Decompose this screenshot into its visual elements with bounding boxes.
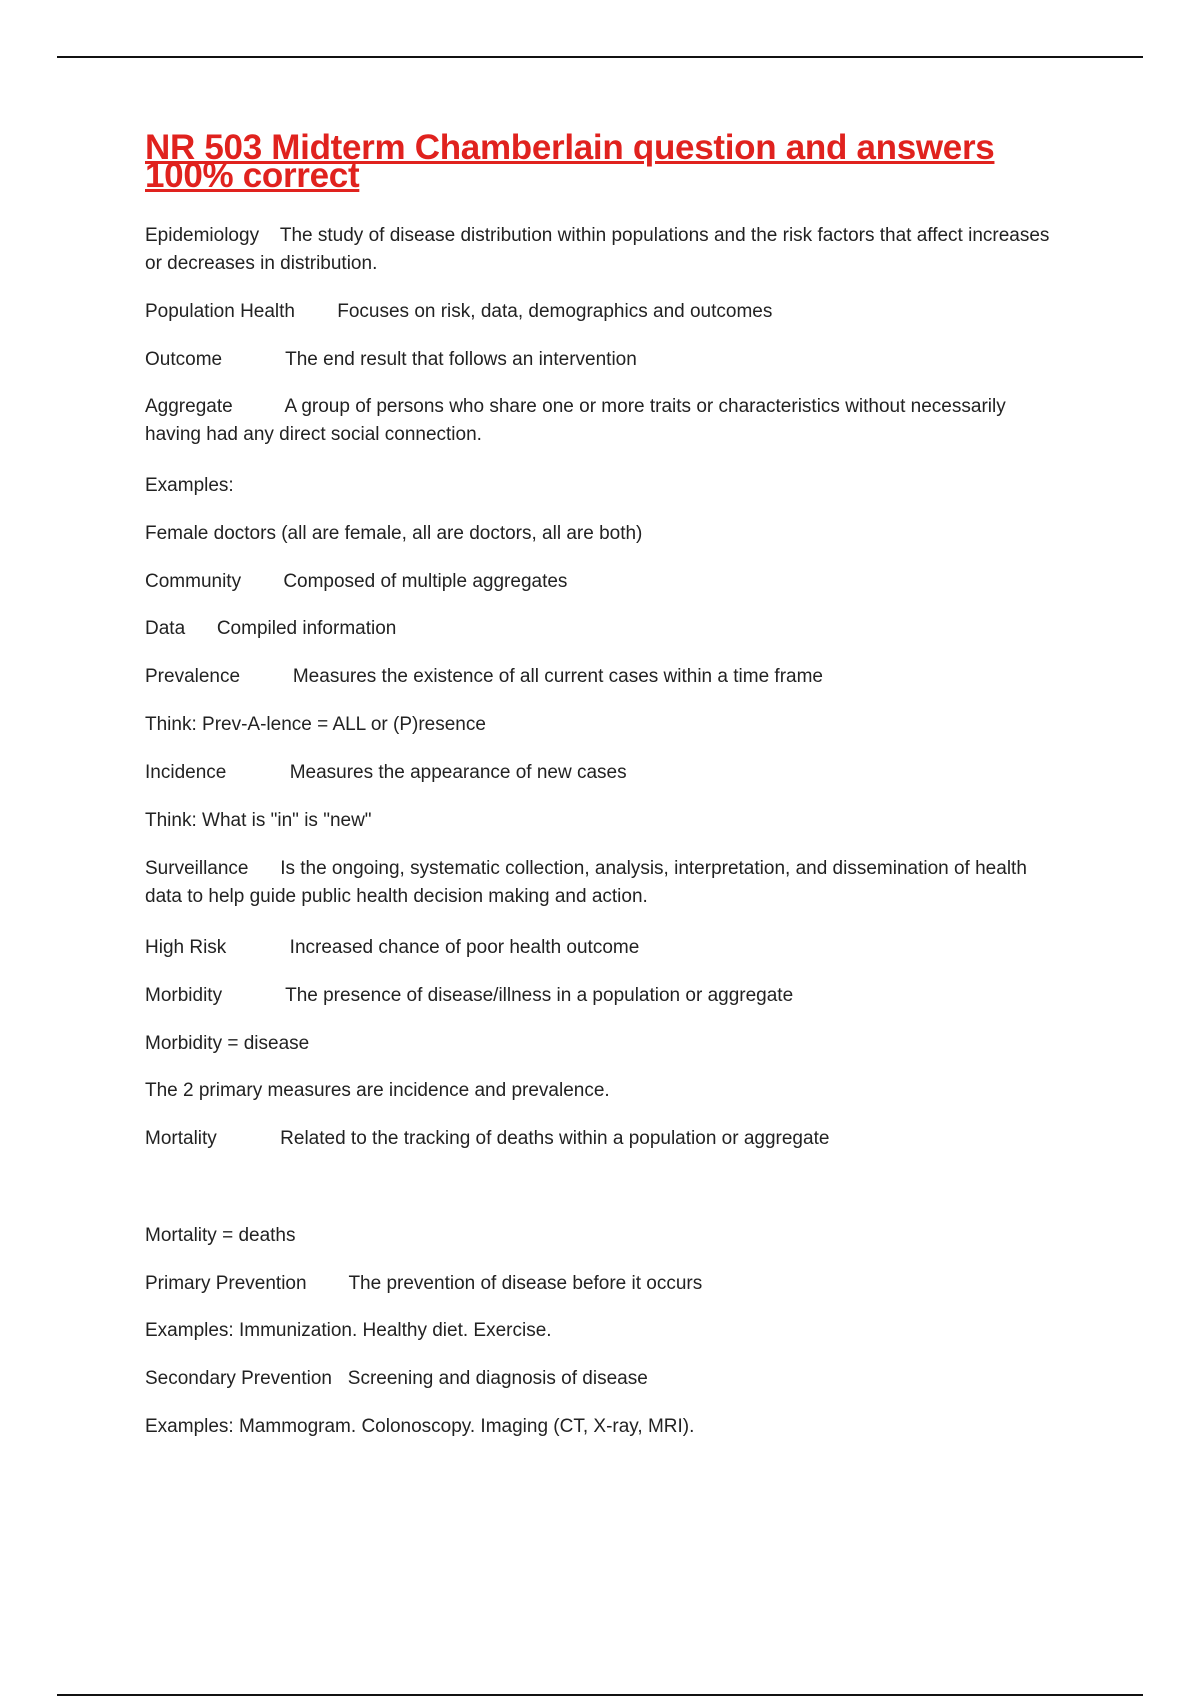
entry-term: Aggregate	[145, 396, 233, 417]
entry-line	[145, 711, 1065, 739]
entry-definition: Is the ongoing, systematic collection, analysis, interpretation, and dissemination of health data to help guide public health decision making and action.	[145, 858, 1027, 907]
entry-term: Surveillance	[145, 858, 249, 879]
entry-gap	[295, 301, 337, 322]
entry-term: Examples:	[145, 475, 234, 496]
entry-line	[145, 1125, 1065, 1153]
entry-gap	[185, 618, 217, 639]
entry-definition: Compiled information	[216, 618, 397, 639]
entry-term: The 2 primary measures are incidence and prevalence.	[145, 1080, 610, 1101]
page-title: NR 503 Midterm Chamberlain question and answers 100% correct	[145, 128, 995, 195]
entry-line	[145, 298, 1065, 326]
top-rule	[57, 56, 1143, 58]
entry-line	[145, 1030, 1065, 1058]
entry-line	[145, 663, 1065, 691]
entry-definition: The study of disease distribution within populations and the risk factors that affect increases or decreases in distribution.	[145, 225, 1050, 274]
entry-term: Morbidity	[145, 985, 223, 1006]
entry-definition: The presence of disease/illness in a population or aggregate	[285, 985, 794, 1006]
entry-line	[145, 393, 1065, 449]
entry-definition: Related to the tracking of deaths within a population or aggregate	[280, 1128, 830, 1149]
entry-gap	[226, 937, 289, 958]
entry-term: Think: What is "in" is "new"	[145, 810, 372, 831]
entry-definition: Screening and diagnosis of disease	[347, 1368, 648, 1389]
entry-line	[145, 1317, 1065, 1345]
entry-term: Female doctors (all are female, all are doctors, all are both)	[145, 523, 643, 544]
entry-line	[145, 759, 1065, 787]
entry-term: Epidemiology	[145, 225, 260, 246]
entry-gap	[241, 571, 283, 592]
entry-term: Examples: Immunization. Healthy diet. Exercise.	[145, 1320, 552, 1341]
entry-gap	[259, 225, 280, 246]
entry-gap	[226, 762, 289, 783]
entry-definition: Measures the existence of all current cases within a time frame	[292, 666, 823, 687]
entry-term: Prevalence	[145, 666, 241, 687]
entry-gap	[240, 666, 293, 687]
entry-line	[145, 615, 1065, 643]
entry-line	[145, 1222, 1065, 1250]
entry-gap	[222, 985, 285, 1006]
entry-line	[145, 472, 1065, 500]
bottom-rule	[57, 1694, 1143, 1696]
entry-term: Community	[145, 571, 242, 592]
entry-term: Primary Prevention	[145, 1273, 307, 1294]
entry-gap	[222, 349, 285, 370]
entry-line	[145, 1413, 1065, 1441]
entry-gap	[249, 858, 281, 879]
entry-definition: Increased chance of poor health outcome	[289, 937, 640, 958]
entry-term: Secondary Prevention	[145, 1368, 332, 1389]
entry-line	[145, 1365, 1065, 1393]
entry-term: Think: Prev-A-lence = ALL or (P)resence	[145, 714, 486, 735]
entry-definition: The end result that follows an intervention	[285, 349, 637, 370]
entry-term: Incidence	[145, 762, 227, 783]
entry-term: Morbidity = disease	[145, 1033, 310, 1054]
entry-line	[145, 222, 1065, 278]
entry-gap	[233, 396, 285, 417]
entry-line	[145, 982, 1065, 1010]
entry-line	[145, 934, 1065, 962]
entry-line	[145, 568, 1065, 596]
entry-line	[145, 1077, 1065, 1105]
entry-gap	[332, 1368, 348, 1389]
entry-gap	[217, 1128, 280, 1149]
entry-definition: Focuses on risk, data, demographics and outcomes	[337, 301, 773, 322]
entry-term: Data	[145, 618, 186, 639]
entry-line	[145, 1270, 1065, 1298]
entry-term: Population Health	[145, 301, 295, 322]
entry-gap	[307, 1273, 349, 1294]
entry-term: High Risk	[145, 937, 227, 958]
entry-line	[145, 346, 1065, 374]
entry-line	[145, 807, 1065, 835]
entry-term: Mortality	[145, 1128, 217, 1149]
entry-term: Mortality = deaths	[145, 1225, 296, 1246]
entry-line	[145, 855, 1065, 911]
entry-definition: The prevention of disease before it occurs	[348, 1273, 703, 1294]
entry-definition: A group of persons who share one or more traits or characteristics without necessarily having had any direct social connection.	[145, 396, 1006, 445]
entry-term: Outcome	[145, 349, 223, 370]
entry-term: Examples: Mammogram. Colonoscopy. Imaging (CT, X-ray, MRI).	[145, 1416, 695, 1437]
entry-line	[145, 520, 1065, 548]
entry-definition: Composed of multiple aggregates	[283, 571, 568, 592]
entry-definition: Measures the appearance of new cases	[289, 762, 627, 783]
